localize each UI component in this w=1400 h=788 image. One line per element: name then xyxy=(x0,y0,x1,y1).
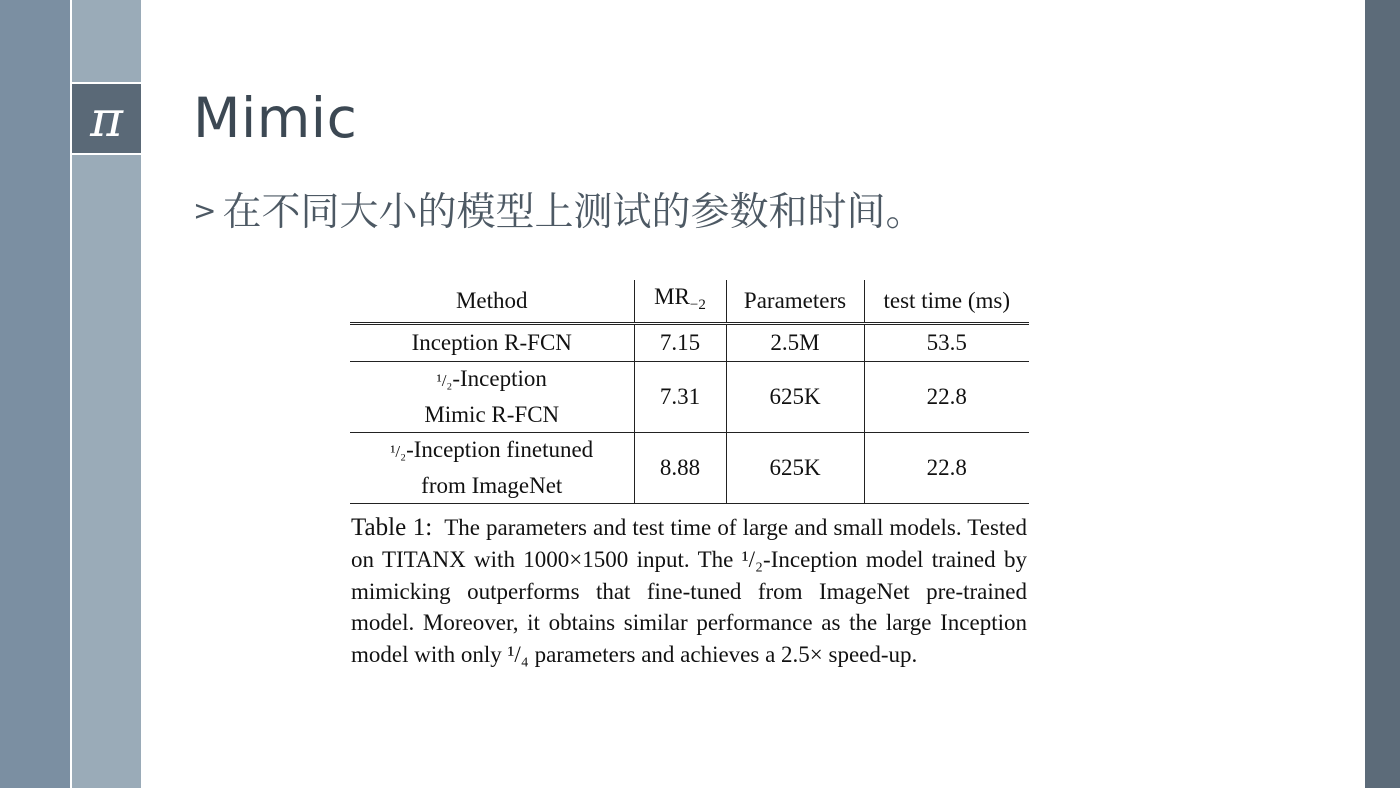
cell-parameters: 2.5M xyxy=(726,324,864,362)
left-outer-band xyxy=(0,0,70,788)
bullet-point xyxy=(193,186,924,238)
method-fraction: ¹/₂ xyxy=(436,371,453,390)
cell-method xyxy=(350,433,634,504)
method-line1: Inception R-FCN xyxy=(411,330,572,355)
cell-method xyxy=(350,362,634,433)
header-method: Method xyxy=(350,280,634,324)
logo-bottom-rule xyxy=(70,153,141,155)
cell-parameters: 625K xyxy=(726,433,864,504)
method-line1-wrap xyxy=(350,362,634,398)
caption-label: Table 1: xyxy=(351,514,433,541)
table-row xyxy=(350,324,1029,362)
slide-title: Mimic xyxy=(193,86,358,150)
cell-parameters: 625K xyxy=(726,362,864,433)
cell-mr: 7.31 xyxy=(634,362,726,433)
bullet-arrow-icon: > xyxy=(193,194,217,227)
pi-symbol: π xyxy=(90,89,123,148)
cell-method xyxy=(350,324,634,362)
header-mr-base: MR xyxy=(654,284,690,309)
header-test-time: test time (ms) xyxy=(864,280,1029,324)
cell-mr: 7.15 xyxy=(634,324,726,362)
cell-mr: 8.88 xyxy=(634,433,726,504)
results-table xyxy=(350,280,1029,504)
method-line2: Mimic R-FCN xyxy=(424,402,560,427)
method-line1: -Inception finetuned xyxy=(406,437,594,462)
cell-test-time: 22.8 xyxy=(864,433,1029,504)
method-line1-wrap xyxy=(350,433,634,469)
method-fraction: ¹/₂ xyxy=(390,442,407,461)
header-mr-subscript: −2 xyxy=(689,297,706,313)
table-row xyxy=(350,362,1029,433)
table-row xyxy=(350,433,1029,504)
cell-test-time: 53.5 xyxy=(864,324,1029,362)
header-mr xyxy=(634,280,726,324)
right-band xyxy=(1365,0,1400,788)
pi-logo-icon xyxy=(72,84,141,153)
table-caption xyxy=(351,512,1027,671)
method-line1: -Inception xyxy=(452,366,547,391)
cell-test-time: 22.8 xyxy=(864,362,1029,433)
caption-text: The parameters and test time of large and small models. Tested on TITANX with 1000×1500 input. The ¹/₂-Inception model trained by mimicking outperforms that fine-tuned from ImageNet pre-trained model. Moreover, it obtains similar performance as the large Inception model with only ¹/₄ parameters and achieves a 2.5× speed-up. xyxy=(351,515,1027,668)
header-parameters: Parameters xyxy=(726,280,864,324)
method-line2: from ImageNet xyxy=(421,473,563,498)
table-header-row xyxy=(350,280,1029,324)
bullet-text: 在不同大小的模型上测试的参数和时间。 xyxy=(222,190,925,235)
